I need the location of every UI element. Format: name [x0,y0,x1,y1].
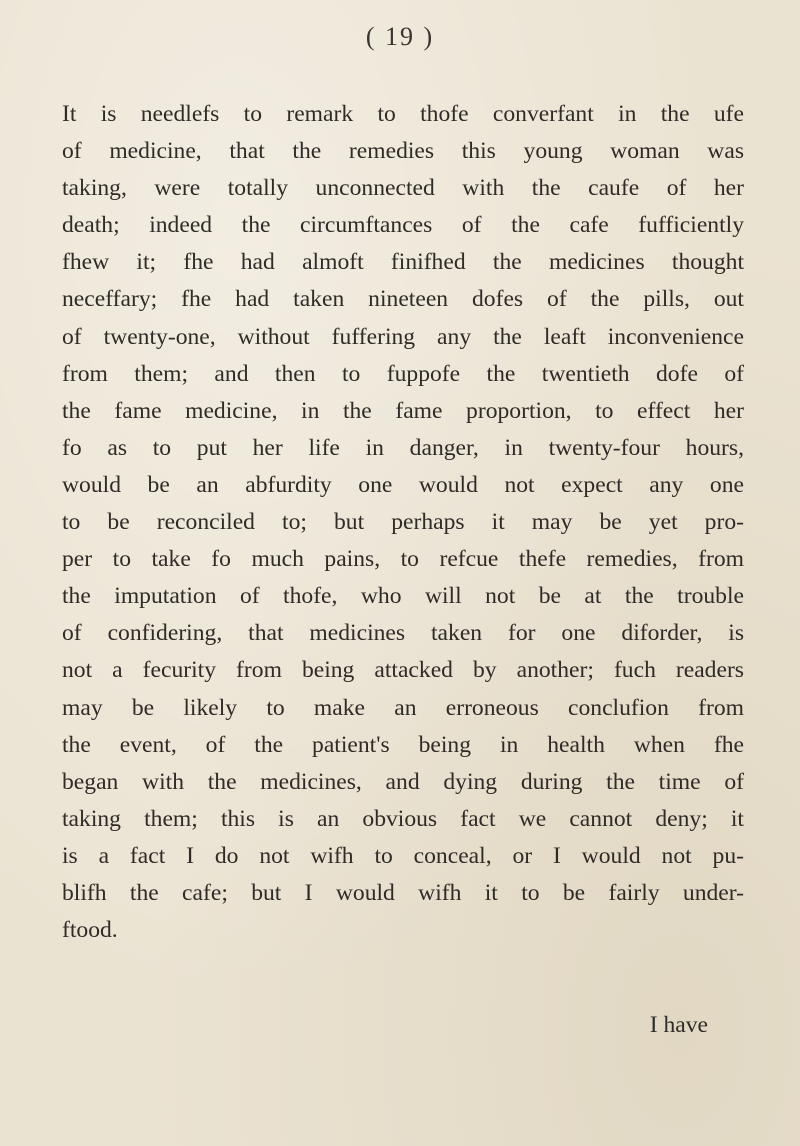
text-line: is a fact I do not wifh to conceal, or I would not pu- [62,842,744,869]
text-line: the imputation of thofe, who will not be at the trouble [62,583,744,610]
text-line: from them; and then to fuppofe the twentieth dofe of [62,360,744,387]
text-line: of medicine, that the remedies this young woman was [62,138,744,165]
text-line: fhew it; fhe had almoft finifhed the medicines thought [62,249,744,276]
text-line: the fame medicine, in the fame proportion, to effect her [62,397,744,424]
text-line: of twenty-one, without fuffering any the leaft inconvenience [62,323,744,350]
text-line: neceffary; fhe had taken nineteen dofes of the pills, out [62,286,744,313]
text-line: ftood. [62,917,118,944]
text-line: fo as to put her life in danger, in twenty-four hours, [62,434,744,461]
catchword: I have [649,1012,708,1038]
text-line: would be an abfurdity one would not expect any one [62,471,744,498]
text-line: of confidering, that medicines taken for one diforder, is [62,620,744,647]
text-line: taking them; this is an obvious fact we cannot deny; it [62,805,744,832]
page-number: ( 19 ) [365,22,435,51]
text-line: the event, of the patient's being in health when fhe [62,731,744,758]
text-line: per to take fo much pains, to refcue thefe remedies, from [62,546,744,573]
body-text [62,96,744,949]
text-line: blifh the cafe; but I would wifh it to be fairly under- [62,879,744,906]
text-line: not a fecurity from being attacked by another; fuch readers [62,657,744,684]
text-line: may be likely to make an erroneous conclufion from [62,694,744,721]
text-line: to be reconciled to; but perhaps it may be yet pro- [62,509,744,536]
text-line: began with the medicines, and dying during the time of [62,768,744,795]
text-line: death; indeed the circumftances of the cafe fufficiently [62,212,744,239]
text-line: taking, were totally unconnected with the caufe of her [62,175,744,202]
text-line: It is needlefs to remark to thofe converfant in the ufe [62,101,744,127]
